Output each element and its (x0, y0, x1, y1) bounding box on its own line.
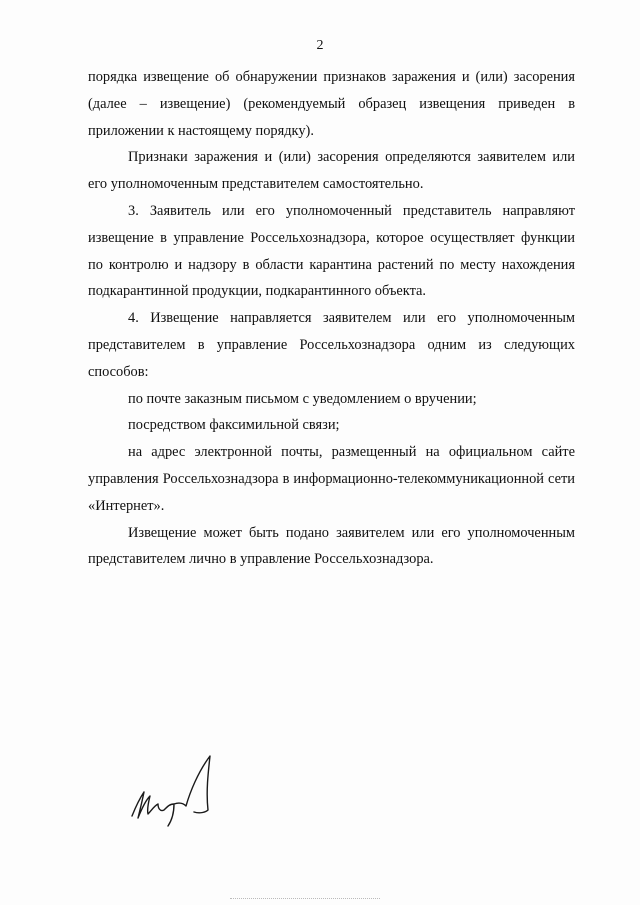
paragraph-continuation: порядка извещение об обнаружении признаков заражения и (или) засорения (далее – извещение) (рекомендуемый образец извещения приведен в приложении к настоящему порядку). (88, 69, 575, 139)
scan-artifact-line (230, 898, 380, 899)
paragraph-in-person: Извещение может быть подано заявителем или его уполномоченным представителем лично в управление Россельхознадзора. (88, 524, 575, 568)
handwritten-signature (128, 748, 228, 828)
paragraph-item-4: 4. Извещение направляется заявителем или его уполномоченным представителем в управление Россельхознадзора одним из следующих способов: (88, 310, 575, 380)
paragraph-method-mail: по почте заказным письмом с уведомлением о вручении; (128, 390, 477, 407)
page-number: 2 (316, 38, 324, 53)
document-body (88, 64, 575, 573)
paragraph-method-email: на адрес электронной почты, размещенный на официальном сайте управления Россельхознадзора в информационно-телекоммуникационной сети «Интернет». (88, 444, 575, 514)
paragraph-item-3: 3. Заявитель или его уполномоченный представитель направляют извещение в управление Россельхознадзора, которое осуществляет функции по контролю и надзору в области карантина растений по месту нахождения подкарантинной продукции, подкарантинного объекта. (88, 202, 575, 300)
paragraph-method-fax: посредством факсимильной связи; (128, 417, 340, 434)
paragraph-signs: Признаки заражения и (или) засорения определяются заявителем или его уполномоченным представителем самостоятельно. (88, 149, 575, 193)
